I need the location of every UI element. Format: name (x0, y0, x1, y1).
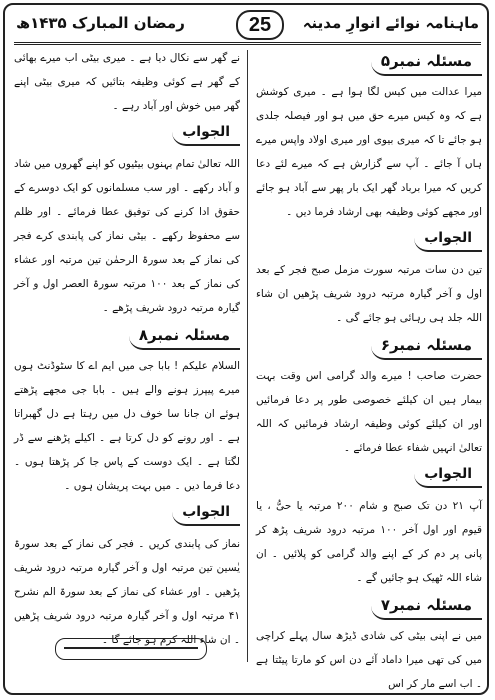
page-number: 25 (236, 10, 284, 40)
page-header (14, 10, 481, 45)
answer-6-text: آپ ۲۱ دن تک صبح و شام ۲۰۰ مرتبہ یا حیُّ ، یا قیوم اور اول آخر ۱۰۰ مرتبہ درود شریف پڑھ کر پانی پر دم کر کے اپنے والد گرامی کو پلائیں ۔ ان شاء اللہ ٹھیک ہو جائیں گے ۔ (256, 500, 482, 584)
answer-8-heading: الجواب (172, 502, 240, 526)
left-column (14, 46, 240, 652)
question-5-text: میرا عدالت میں کیس لگا ہوا ہے ۔ میری کوشش ہے کہ وہ کیس میرے حق میں ہو اور فیصلہ جلدی ہو جائے تا کہ میری بیوی اور میری اولاد واپس میرے ہاں آ جائے ۔ آپ سے گزارش ہے کہ میرے لئے دعا کریں کہ میرا برباد گھر ایک بار پھر سے آباد ہو جائے اور مجھے کوئی وظیفہ بھی ارشاد فرما دیں ۔ (256, 86, 482, 218)
end-ornament (55, 638, 207, 660)
question-6-heading: مسئلہ نمبر۶ (371, 334, 482, 360)
answer-5-text: تین دن سات مرتبہ سورت مزمل صبح فجر کے بعد اول و آخر گیارہ مرتبہ درود شریف پڑھیں ان شاء اللہ جلد ہی رہائی ہو جائے گی ۔ (256, 264, 482, 324)
column-divider (247, 50, 248, 662)
answer-8-text: نماز کی پابندی کریں ۔ فجر کی نماز کے بعد سورۃ یٰسین تین مرتبہ اول و آخر گیارہ مرتبہ درود شریف پڑھیں ۔ اور عشاء کی نماز کے بعد سورۃ الم نشرح ۴۱ مرتبہ اول و آخر گیارہ مرتبہ درود شریف پڑھیں ۔ ان شاء اللہ کرم ہو جائے گا ۔ (14, 538, 240, 646)
question-8-heading: مسئلہ نمبر۸ (129, 324, 240, 350)
question-5-heading: مسئلہ نمبر۵ (371, 50, 482, 76)
answer-7-text: اللہ تعالیٰ تمام بہنوں بیٹیوں کو اپنے گھروں میں شاد و آباد رکھے ۔ اور سب مسلمانوں کو ایک دوسرے کے حقوق ادا کرنے کی توفیق عطا فرمائے ۔ اور ظلم سے محفوظ رکھے ۔ بیٹی نماز کی پابندی کرے فجر کی نماز کے بعد سورۃ الرحمٰن تین مرتبہ اور عشاء کی نماز کے بعد ۱۰۰ مرتبہ سورۃ العصر اول و آخر گیارہ مرتبہ درود شریف پڑھے ۔ (13, 158, 241, 314)
answer-6-heading: الجواب (414, 464, 482, 488)
question-7-heading: مسئلہ نمبر۷ (371, 594, 482, 620)
question-7-text: میں نے اپنی بیٹی کی شادی ڈیڑھ سال پہلے کراچی میں کی تھی میرا داماد آئے دن اس کو مارتا پیٹتا ہے ۔ اب اسے مار کر اس (256, 630, 482, 690)
answer-7-heading: الجواب (172, 122, 240, 146)
answer-5-heading: الجواب (414, 228, 482, 252)
magazine-title: ماہنامہ نوائے انوارِ مدینہ (302, 14, 479, 32)
issue-date: رمضان المبارک ۱۴۳۵ھ (16, 14, 185, 32)
right-column (256, 46, 482, 696)
question-8-text: السلام علیکم ! بابا جی میں ایم اے کا سٹوڈنٹ ہوں میرے پیپرز ہونے والے ہیں ۔ بابا جی مجھے پڑھتے ہوئے ان جانا سا خوف دل میں رہتا ہے دل گھبراتا ہے ۔ اور رونے کو دل کرتا ہے ۔ اکیلے پڑھنے سے ڈر لگتا ہے ۔ ایک دوست کے پاس جا کر پڑھتا ہوں ۔ دعا فرما دیں ۔ میں بہت پریشان ہوں ۔ (14, 360, 240, 492)
question-6-text: حضرت صاحب ! میرے والد گرامی اس وقت بہت بیمار ہیں ان کیلئے خصوصی طور پر دعا فرمائیں اور ان کیلئے کوئی وظیفہ ارشاد فرمائیں کہ اللہ تعالیٰ انہیں شفاء عطا فرمائے ۔ (256, 370, 482, 454)
question-7-continuation: نے گھر سے نکال دیا ہے ۔ میری بیٹی اب میرے بھائی کے گھر ہے کوئی وظیفہ بتائیں کہ میری بیٹی اپنے گھر میں خوش اور آباد رہے ۔ (14, 52, 240, 112)
